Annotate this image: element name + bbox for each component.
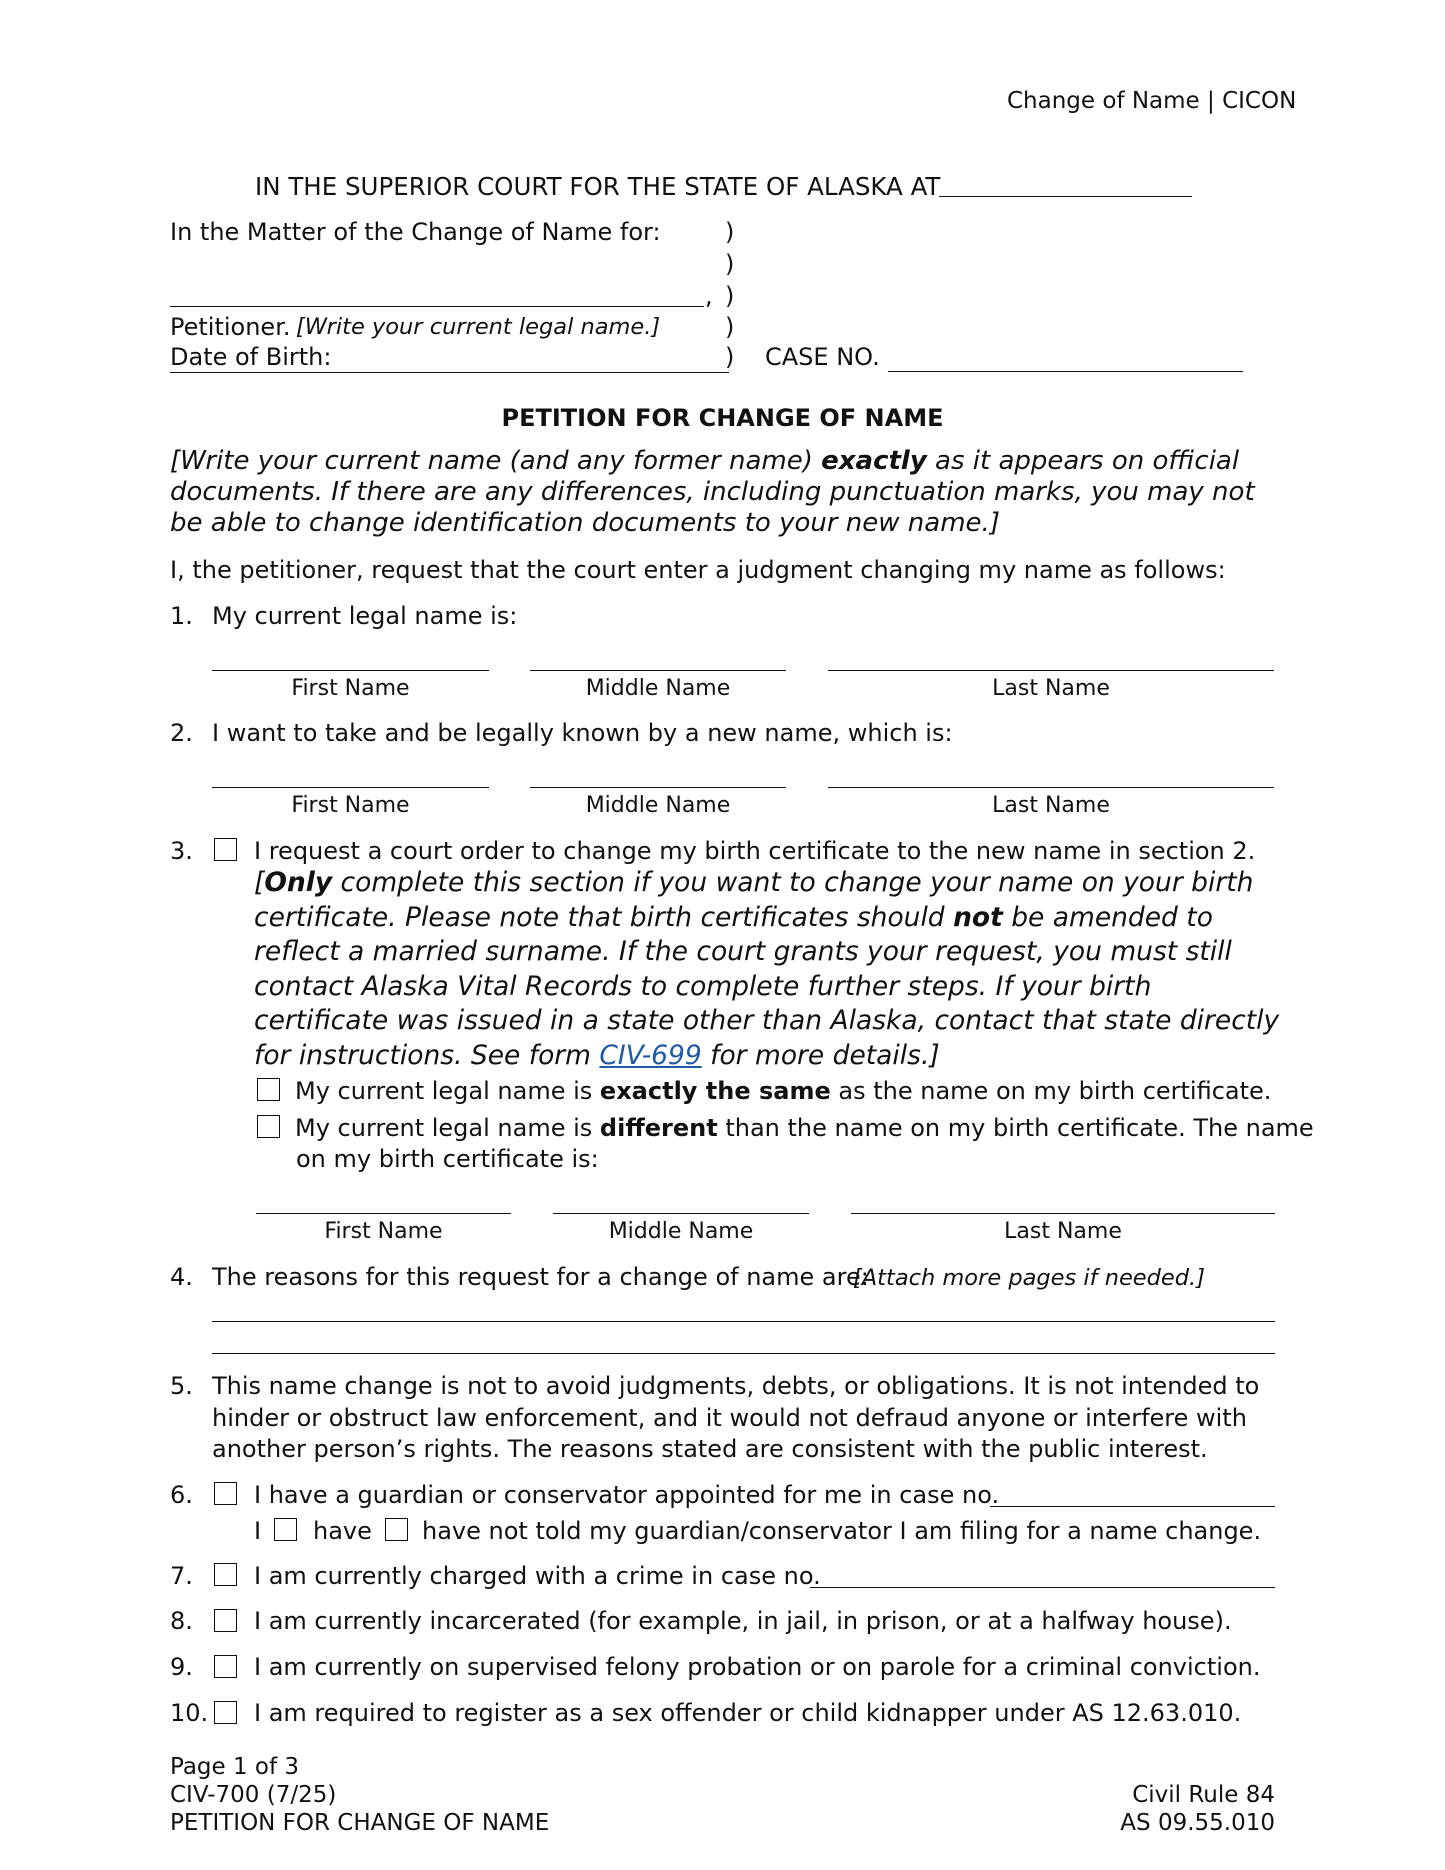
petitioner-name-field[interactable]: [170, 306, 704, 307]
name-different-text-cont: on my birth certificate is:: [296, 1145, 599, 1173]
birth-certificate-note: [Only complete this section if you want to change your name on your birth certificate. Please note that birth certificates should not be amended to reflect a married surname. If the court grants your request, you must still contact Alaska Vital Records to complete further steps. If your birth certificate was issued in a state other than Alaska, contact that state directly for instructions. See form CIV-699 for more details.]: [254, 867, 1280, 1071]
matter-label: In the Matter of the Change of Name for:: [170, 218, 661, 246]
case-no-label: CASE NO.: [765, 343, 880, 371]
dob-label: Date of Birth:: [170, 343, 332, 371]
item-5-text: another person’s rights. The reasons stated are consistent with the public interest.: [212, 1435, 1208, 1463]
item-6-rest: have not told my guardian/conservator I am filing for a name change.: [422, 1517, 1262, 1545]
new-last-name-field[interactable]: [828, 787, 1274, 788]
case-no-field[interactable]: [888, 371, 1243, 372]
item-2-text: I want to take and be legally known by a new name, which is:: [212, 719, 953, 747]
birth-certificate-checkbox[interactable]: [214, 838, 237, 861]
document-title: PETITION FOR CHANGE OF NAME: [501, 404, 944, 432]
item-10-text: I am required to register as a sex offender or child kidnapper under AS 12.63.010.: [254, 1699, 1242, 1727]
item-6-have: have: [313, 1517, 372, 1545]
item-number: 7.: [170, 1562, 193, 1590]
civ-699-link[interactable]: CIV-699: [599, 1039, 702, 1071]
header-tag: Change of Name | CICON: [1007, 88, 1297, 114]
item-number: 4.: [170, 1263, 193, 1291]
court-location-field[interactable]: [939, 196, 1192, 197]
current-last-name-field[interactable]: [828, 670, 1274, 671]
item-6-text: I have a guardian or conservator appointed for me in case no.: [254, 1481, 1000, 1509]
middle-name-caption: Middle Name: [585, 793, 731, 818]
item-9-text: I am currently on supervised felony probation or on parole for a criminal conviction.: [254, 1653, 1261, 1681]
item-number: 3.: [170, 837, 193, 865]
item-7-text: I am currently charged with a crime in case no.: [254, 1562, 821, 1590]
last-name-caption: Last Name: [992, 676, 1110, 701]
birth-middle-name-field[interactable]: [553, 1213, 809, 1214]
court-heading: IN THE SUPERIOR COURT FOR THE STATE OF ALASKA AT: [255, 172, 941, 201]
item-8-text: I am currently incarcerated (for example, in jail, in prison, or at a halfway house).: [254, 1607, 1232, 1635]
instruction-text: [Write your current name (and any former name) exactly as it appears on official documents. If there are any differences, including punctuation marks, you may not be able to change identification documents to your new name.]: [170, 446, 1255, 538]
name-same-text: My current legal name is exactly the same as the name on my birth certificate.: [295, 1077, 1272, 1105]
name-different-text: My current legal name is different than the name on my birth certificate. The name: [295, 1114, 1314, 1142]
name-same-checkbox[interactable]: [257, 1078, 280, 1101]
birth-last-name-field[interactable]: [851, 1213, 1275, 1214]
item-number: 5.: [170, 1372, 193, 1400]
item-4-note: [Attach more pages if needed.]: [853, 1265, 1205, 1291]
footer-page-number: Page 1 of 3: [170, 1754, 300, 1780]
item-number: 1.: [170, 602, 193, 630]
footer-statute: AS 09.55.010: [1120, 1810, 1275, 1836]
item-number: 6.: [170, 1481, 193, 1509]
new-first-name-field[interactable]: [212, 787, 489, 788]
caption-paren: ): [725, 218, 735, 246]
item-number: 10.: [170, 1699, 209, 1727]
footer-form-name: PETITION FOR CHANGE OF NAME: [170, 1810, 550, 1836]
guardian-case-no-field[interactable]: [990, 1506, 1275, 1507]
reasons-line-2[interactable]: [212, 1353, 1275, 1354]
item-5-text: This name change is not to avoid judgments, debts, or obligations. It is not intended to: [212, 1372, 1260, 1400]
middle-name-caption: Middle Name: [585, 676, 731, 701]
item-number: 2.: [170, 719, 193, 747]
item-6-i: I: [254, 1517, 262, 1545]
first-name-caption: First Name: [324, 1219, 443, 1244]
not-told-guardian-checkbox[interactable]: [385, 1518, 408, 1541]
caption-paren: ): [725, 282, 735, 310]
petitioner-label: Petitioner.: [170, 313, 291, 341]
first-name-caption: First Name: [291, 676, 410, 701]
caption-paren: ): [725, 313, 735, 341]
sex-offender-checkbox[interactable]: [214, 1701, 237, 1724]
item-4-text: The reasons for this request for a change of name are:: [212, 1263, 869, 1291]
criminal-charge-checkbox[interactable]: [214, 1563, 237, 1586]
incarcerated-checkbox[interactable]: [214, 1609, 237, 1632]
footer-form-number: CIV-700 (7/25): [170, 1782, 337, 1808]
footer-civil-rule: Civil Rule 84: [1132, 1782, 1275, 1808]
current-middle-name-field[interactable]: [530, 670, 786, 671]
item-5-text: hinder or obstruct law enforcement, and it would not defraud anyone or interfere with: [212, 1404, 1247, 1432]
item-1-text: My current legal name is:: [212, 602, 518, 630]
new-middle-name-field[interactable]: [530, 787, 786, 788]
middle-name-caption: Middle Name: [608, 1219, 754, 1244]
current-first-name-field[interactable]: [212, 670, 489, 671]
criminal-case-no-field[interactable]: [810, 1587, 1275, 1588]
guardian-checkbox[interactable]: [214, 1482, 237, 1505]
caption-paren: ): [725, 343, 735, 371]
item-3-text: I request a court order to change my birth certificate to the new name in section 2.: [254, 837, 1256, 865]
first-name-caption: First Name: [291, 793, 410, 818]
petitioner-note: [Write your current legal name.]: [296, 314, 661, 340]
caption-comma: ,: [705, 282, 713, 310]
reasons-line-1[interactable]: [212, 1321, 1275, 1322]
last-name-caption: Last Name: [992, 793, 1110, 818]
last-name-caption: Last Name: [1004, 1219, 1122, 1244]
caption-paren: ): [725, 250, 735, 278]
item-number: 9.: [170, 1653, 193, 1681]
probation-checkbox[interactable]: [214, 1655, 237, 1678]
told-guardian-checkbox[interactable]: [274, 1518, 297, 1541]
dob-field[interactable]: [170, 372, 729, 373]
birth-first-name-field[interactable]: [256, 1213, 511, 1214]
intro-text: I, the petitioner, request that the court enter a judgment changing my name as follows:: [170, 556, 1226, 584]
item-number: 8.: [170, 1607, 193, 1635]
name-different-checkbox[interactable]: [257, 1115, 280, 1138]
